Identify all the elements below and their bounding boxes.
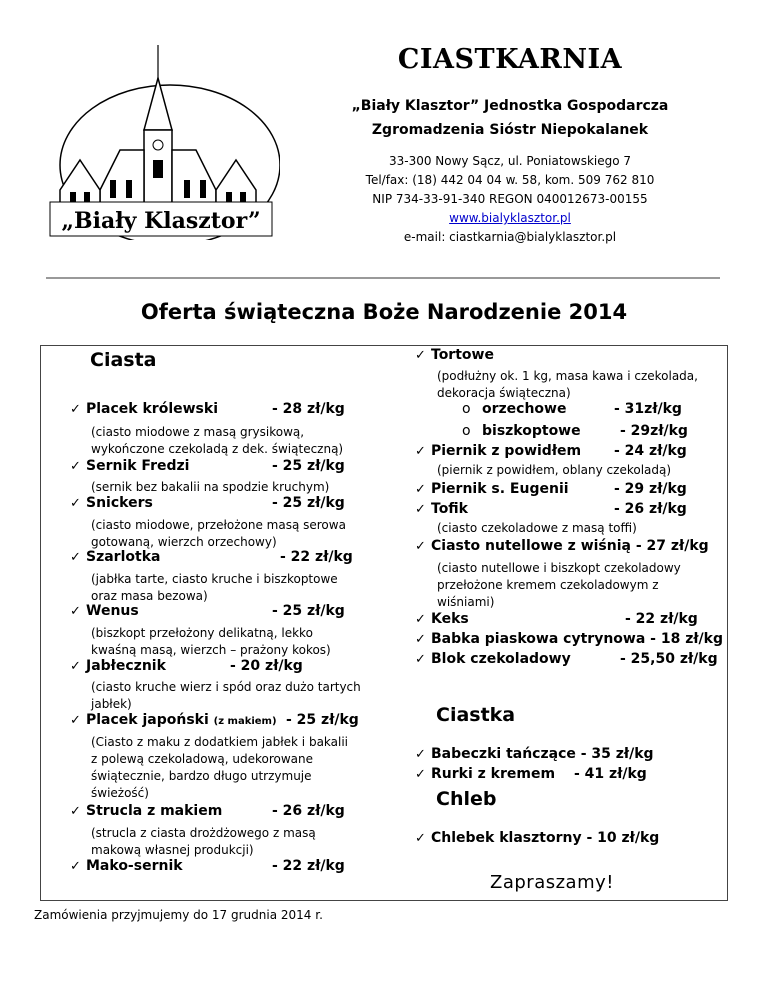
check-icon: ✓: [415, 652, 426, 667]
section-ciasta-title: Ciasta: [90, 349, 157, 371]
item-desc: (jabłka tarte, ciasto kruche i biszkoptowe oraz masa bezowa): [91, 572, 338, 603]
item-babeczki: ✓ Babeczki tańczące - 35 zł/kg: [415, 746, 654, 762]
item-desc: (Ciasto z maku z dodatkiem jabłek i bakalii z polewą czekoladową, udekorowane świątecznie, bardzo długo utrzymuje świeżość): [91, 735, 349, 800]
price: - 25,50 zł/kg: [620, 651, 718, 667]
item-piernik: ✓ Piernik z powidłem: [415, 443, 582, 459]
check-icon: ✓: [415, 767, 426, 782]
price: - 26 zł/kg: [614, 501, 687, 517]
price: - 22 zł/kg: [280, 549, 353, 565]
price: - 25 zł/kg: [272, 495, 345, 511]
item-babka: ✓ Babka piaskowa cytrynowa - 18 zł/kg: [415, 631, 723, 647]
item-desc: (podłużny ok. 1 kg, masa kawa i czekolada, dekoracja świąteczna): [437, 369, 698, 400]
sub-item-biszkoptowe: o biszkoptowe: [462, 423, 581, 439]
check-icon: ✓: [415, 444, 426, 459]
check-icon: ✓: [70, 459, 81, 474]
item-ciasto-nutellowe: ✓ Ciasto nutellowe z wiśnią - 27 zł/kg: [415, 538, 709, 554]
company-owner: Zgromadzenia Sióstr Niepokalanek: [371, 122, 649, 138]
company-name: „Biały Klasztor” Jednostka Gospodarcza: [351, 98, 669, 114]
check-icon: ✓: [415, 747, 426, 762]
section-ciastka-title: Ciastka: [436, 704, 516, 726]
item-desc: (ciasto miodowe z masą grysikową, wykończone czekoladą z dek. świąteczną): [91, 425, 344, 456]
check-icon: ✓: [415, 348, 426, 363]
section-chleb-title: Chleb: [436, 788, 497, 810]
church-logo: [40, 40, 280, 240]
item-blok: ✓ Blok czekoladowy: [415, 651, 571, 667]
check-icon: ✓: [70, 402, 81, 417]
item-jablecznik: ✓ Jabłecznik: [70, 658, 166, 674]
item-placek-krolewski: ✓ Placek królewski: [70, 401, 218, 417]
price: - 41 zł/kg: [574, 766, 647, 782]
item-suffix: (z makiem): [213, 716, 277, 727]
item-strucla: ✓ Strucla z makiem: [70, 803, 223, 819]
item-placek-japonski: ✓ Placek japoński (z makiem): [70, 712, 277, 728]
item-wenus: ✓ Wenus: [70, 603, 139, 619]
item-piernik-eugenii: ✓ Piernik s. Eugenii: [415, 481, 569, 497]
divider: [46, 277, 720, 279]
check-icon: ✓: [70, 859, 81, 874]
item-keks: ✓ Keks: [415, 611, 469, 627]
check-icon: ✓: [70, 550, 81, 565]
tax-ids: NIP 734-33-91-340 REGON 040012673-00155: [372, 192, 648, 206]
item-desc: (ciasto miodowe, przełożone masą serowa gotowaną, wierzch orzechowy): [91, 518, 346, 549]
price: - 29zł/kg: [620, 423, 688, 439]
item-desc: (sernik bez bakalii na spodzie kruchym): [91, 480, 330, 494]
item-desc: (ciasto nutellowe i biszkopt czekoladowy przełożone kremem czekoladowym z wiśniami): [437, 561, 681, 609]
website: [330, 209, 690, 229]
item-szarlotka: ✓ Szarlotka: [70, 549, 161, 565]
price: - 22 zł/kg: [625, 611, 698, 627]
price: - 25 zł/kg: [286, 712, 359, 728]
offer-heading: Oferta świąteczna Boże Narodzenie 2014: [140, 300, 628, 324]
check-icon: ✓: [70, 604, 81, 619]
item-tofik: ✓ Tofik: [415, 501, 468, 517]
check-icon: ✓: [415, 539, 426, 554]
item-tortowe: ✓ Tortowe: [415, 347, 494, 363]
phone: Tel/fax: (18) 442 04 04 w. 58, kom. 509 762 810: [365, 173, 655, 187]
check-icon: ✓: [415, 502, 426, 517]
price: - 25 zł/kg: [272, 603, 345, 619]
address: 33-300 Nowy Sącz, ul. Poniatowskiego 7: [388, 154, 632, 168]
email: e-mail: ciastkarnia@bialyklasztor.pl: [403, 230, 617, 244]
logo-text: „Biały Klasztor”: [61, 208, 261, 234]
check-icon: ✓: [415, 831, 426, 846]
item-desc: (ciasto kruche wierz i spód oraz dużo tartych jabłek): [91, 680, 361, 711]
price: - 20 zł/kg: [230, 658, 303, 674]
check-icon: ✓: [415, 632, 426, 647]
sub-item-orzechowe: o orzechowe: [462, 401, 567, 417]
church-icon: [40, 40, 280, 240]
check-icon: ✓: [70, 496, 81, 511]
price: - 24 zł/kg: [614, 443, 687, 459]
check-icon: ✓: [415, 612, 426, 627]
invitation-text: Zapraszamy!: [490, 872, 614, 893]
item-rurki: ✓ Rurki z kremem: [415, 766, 556, 782]
price: - 26 zł/kg: [272, 803, 345, 819]
check-icon: ✓: [70, 713, 81, 728]
item-sernik-fredzi: ✓ Sernik Fredzi: [70, 458, 190, 474]
check-icon: ✓: [415, 482, 426, 497]
check-icon: ✓: [70, 659, 81, 674]
item-mako-sernik: ✓ Mako-sernik: [70, 858, 183, 874]
price: - 25 zł/kg: [272, 458, 345, 474]
item-desc: (ciasto czekoladowe z masą toffi): [437, 521, 637, 535]
price: - 22 zł/kg: [272, 858, 345, 874]
price: - 31zł/kg: [614, 401, 682, 417]
order-deadline: Zamówienia przyjmujemy do 17 grudnia 2014 r.: [34, 908, 323, 922]
item-desc: (biszkopt przełożony delikatną, lekko kwaśną masą, wierzch – prażony kokos): [91, 626, 331, 657]
price: - 29 zł/kg: [614, 481, 687, 497]
circle-bullet-icon: o: [462, 423, 471, 439]
price: - 28 zł/kg: [272, 401, 345, 417]
item-snickers: ✓ Snickers: [70, 495, 153, 511]
page-title: CIASTKARNIA: [397, 44, 623, 75]
item-desc: (strucla z ciasta drożdżowego z masą makową własnej produkcji): [91, 826, 316, 857]
check-icon: ✓: [70, 804, 81, 819]
item-desc: (piernik z powidłem, oblany czekoladą): [437, 463, 672, 477]
website-link[interactable]: www.bialyklasztor.pl: [449, 211, 571, 225]
circle-bullet-icon: o: [462, 401, 471, 417]
item-chlebek: ✓ Chlebek klasztorny - 10 zł/kg: [415, 830, 660, 846]
